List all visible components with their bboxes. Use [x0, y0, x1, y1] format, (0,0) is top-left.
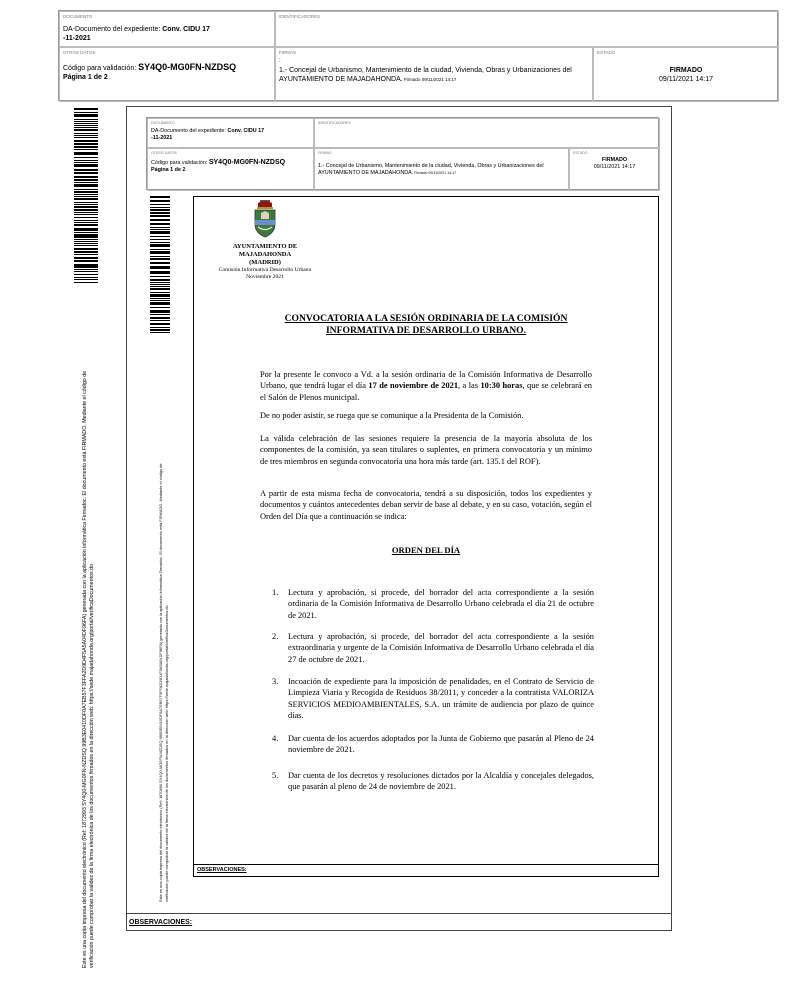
barcode-bar [150, 259, 170, 260]
document-value: DA-Documento del expediente: Conv. CIDU 17 -11-2021 [63, 26, 210, 42]
signatures-cell: FIRMAS : 1.- Concejal de Urbanismo, Mantenimiento de la ciudad, Vivienda, Obras y Urbanizaciones del AYUNTAMIENTO DE MAJADAHONDA. Firmado 09/11/2021 14:17 [275, 47, 593, 102]
page-title: CONVOCATORIA A LA SESIÓN ORDINARIA DE LA COMISIÓN INFORMATIVA DE DESARROLLO URBANO. [284, 313, 568, 336]
barcode-bar [74, 224, 98, 225]
status-value: FIRMADO 09/11/2021 14:17 [659, 67, 713, 83]
outer-barcode [74, 108, 98, 283]
barcode-bar [150, 236, 170, 237]
barcode-bar [74, 279, 98, 280]
barcode-bar [74, 239, 98, 240]
barcode-bar [150, 219, 170, 221]
barcode-bar [150, 267, 170, 269]
barcode-bar [74, 189, 98, 190]
barcode-bar [150, 304, 170, 305]
document-label: DOCUMENTO [63, 14, 93, 19]
barcode-bar [150, 329, 170, 331]
barcode-bar [150, 279, 170, 281]
commission-name: Comisión Informativa Desarrollo Urbano [218, 267, 312, 273]
barcode-bar [74, 137, 98, 138]
barcode-bar [150, 204, 170, 205]
barcode-bar [74, 266, 98, 268]
barcode-bar [74, 140, 98, 142]
barcode-bar [74, 261, 98, 262]
agenda-item: 3. Incoación de expediente para la imposición de penalidades, en el Contrato de Servicio de Limpieza Viaria y Recogida de Residuos 38/2011, y conceder a la contratista VALORIZA SERVICIOS MEDIOAMBIENTALES, S.A. un trámite de audiencia por plazo de quince días. [272, 677, 594, 721]
agenda-item: 1. Lectura y aprobación, si procede, del borrador del acta correspondiente a la sesión ordinaria de la Comisión Informativa de Desarrollo Urbano celebrada el día 21 de octubre de 2021. [272, 588, 594, 620]
paragraph-quorum: La válida celebración de las sesiones requiere la presencia de la mayoría absoluta de los componentes de la comisión, ya sean titulares o suplentes, en primera convocatoria y un mínimo de tres miembros en segunda convocatoria una hora más tarde (art. 135.1 del ROF). [260, 434, 592, 466]
inner-document-value: DA-Documento del expediente: Conv. CIDU 17 -11-2021 [151, 128, 265, 141]
barcode-bar [74, 271, 98, 272]
barcode-bar [74, 133, 98, 134]
barcode-bar [150, 323, 170, 325]
barcode-bar [150, 256, 170, 257]
barcode-bar [74, 202, 98, 203]
barcode-bar [74, 169, 98, 171]
barcode-bar [150, 289, 170, 290]
barcode-bar [74, 112, 98, 113]
agenda-item: 5. Dar cuenta de los decretos y resoluciones dictados por la Alcaldía y concejales delegados, que pasarán al pleno de 24 de noviembre de 2021. [272, 771, 594, 792]
outer-signature-header [58, 10, 778, 101]
barcode-bar [150, 300, 170, 301]
barcode-bar [74, 160, 98, 161]
barcode-bar [74, 108, 98, 110]
barcode-bar [150, 332, 170, 333]
document-cell [59, 11, 275, 47]
barcode-bar [74, 214, 98, 215]
barcode-bar [150, 292, 170, 293]
paragraph-absence: De no poder asistir, se ruega que se comunique a la Presidenta de la Comisión. [260, 411, 524, 420]
outer-observations: OBSERVACIONES: [126, 913, 672, 931]
inner-verification-notice-1: Este es una copia impresa del documento electrónico (Ref: 1870690 SY4Q0-MG0FN-NZDSQ 99B3E0410DF0A7EB57F3FFA2D9D4F5A5A04DF96FA) generada con la aplicación informática Firmadoc. El documento está FIRMADO. Mediante el código de [158, 463, 163, 902]
barcode-bar [74, 149, 98, 150]
inner-signatures-cell: FIRMAS 1.- Concejal de Urbanismo, Mantenimiento de la ciudad, Vivienda, Obras y Urbanizaciones del AYUNTAMIENTO DE MAJADAHONDA. Firmado 09/11/2021 14:17 [314, 148, 569, 191]
coat-of-arms-icon [252, 200, 278, 238]
barcode-bar [150, 284, 170, 285]
barcode-bar [74, 254, 98, 255]
other-data-label: OTROS DATOS [63, 50, 96, 55]
barcode-bar [150, 196, 170, 198]
barcode-bar [74, 157, 98, 158]
barcode-bar [74, 185, 98, 186]
status-label: ESTADO [597, 50, 616, 55]
barcode-bar [150, 229, 170, 230]
inner-status-cell: ESTADO FIRMADO 09/11/2021 14:17 [569, 148, 660, 191]
other-data-cell [59, 47, 275, 102]
agenda-item: 2. Lectura y aprobación, si procede, del borrador del acta correspondiente a la sesión extraordinaria y urgente de la Comisión Informativa de Desarrollo Urbano celebrada el día 27 de octubre de 2021. [272, 632, 594, 664]
barcode-bar [74, 248, 98, 250]
barcode-bar [150, 271, 170, 272]
barcode-bar [74, 194, 98, 195]
barcode-bar [74, 204, 98, 205]
organisation-block [210, 243, 320, 281]
inner-validation-code: Código para validación: SY4Q0-MG0FN-NZDSQ Página 1 de 2 [151, 159, 286, 173]
barcode-bar [74, 121, 98, 122]
barcode-bar [150, 224, 170, 225]
barcode-bar [74, 172, 98, 174]
barcode-bar [150, 320, 170, 321]
org-name-line1: AYUNTAMIENTO DE [232, 243, 298, 250]
barcode-bar [150, 246, 170, 247]
barcode-bar [74, 166, 98, 167]
inner-signature-header [146, 117, 659, 190]
outer-verification-notice-2: verificación puede comprobar la validez de la firma electrónica de los documentos firmados en la dirección web: https://sede.majadahonda.org/portal/verificaDocumentos.do [89, 564, 95, 968]
inner-document-cell: DOCUMENTO DA-Documento del expediente: Conv. CIDU 17 -11-2021 [147, 118, 314, 148]
barcode-bar [74, 146, 98, 148]
identifiers-cell [275, 11, 779, 47]
validation-code: Código para validación: SY4Q0-MG0FN-NZDSQ Página 1 de 2 [63, 62, 237, 81]
signature-text: 1.- Concejal de Urbanismo, Mantenimiento de la ciudad, Vivienda, Obras y Urbanizaciones del AYUNTAMIENTO DE MAJADAHONDA. Firmado 09/11/2021 14:17 [279, 67, 572, 83]
barcode-bar [150, 272, 170, 273]
barcode-bar [150, 239, 170, 240]
barcode-bar [74, 184, 98, 185]
document-month: Noviembre 2021 [246, 274, 284, 280]
barcode-bar [74, 251, 98, 252]
barcode-bar [74, 130, 98, 131]
barcode-bar [150, 286, 170, 287]
inner-status-value: FIRMADO 09/11/2021 14:17 [593, 157, 636, 170]
identifiers-label: IDENTIFICADORES [279, 14, 321, 19]
barcode-bar [150, 276, 170, 277]
inner-verification-notice-2: verificación puede comprobar la validez de la firma electrónica de los documentos firmados en la dirección web: https://sede.majadahonda.org/portal/verificaDocumentos.do [164, 605, 169, 902]
barcode-bar [150, 215, 170, 217]
barcode-bar [74, 222, 98, 223]
signatures-label: FIRMAS [279, 50, 297, 55]
barcode-bar [150, 327, 170, 328]
barcode-bar [74, 245, 98, 246]
barcode-bar [74, 220, 98, 221]
barcode-bar [150, 318, 170, 319]
status-cell [593, 47, 779, 102]
barcode-bar [74, 127, 98, 128]
barcode-bar [74, 116, 98, 117]
barcode-bar [150, 253, 170, 254]
barcode-bar [74, 212, 98, 213]
agenda-item: 4. Dar cuenta de los acuerdos adoptados por la Junta de Gobierno que pasarán al Pleno de 24 noviembre de 2021. [272, 734, 594, 755]
barcode-bar [150, 233, 170, 234]
barcode-bar [74, 274, 98, 275]
barcode-bar [74, 257, 98, 259]
inner-other-data-cell: OTROS DATOS Código para validación: SY4Q0-MG0FN-NZDSQ Página 1 de 2 [147, 148, 314, 191]
barcode-bar [74, 232, 98, 233]
barcode-bar [74, 176, 98, 178]
barcode-bar [74, 277, 98, 278]
paragraph-convocation: Por la presente le convoco a Vd. a la sesión ordinaria de la Comisión Informativa de Desarrollo Urbano, que tendrá lugar el día 17 de noviembre de 2021, a las 10:30 horas, que se celebrará en el Salón de Plenos municipal. [260, 370, 592, 402]
barcode-bar [150, 200, 170, 202]
agenda-title: ORDEN DEL DÍA [391, 545, 461, 555]
inner-observations: OBSERVACIONES: [193, 864, 659, 877]
barcode-bar [74, 196, 98, 197]
barcode-bar [74, 198, 98, 199]
org-name-line3: (MADRID) [249, 259, 281, 266]
barcode-bar [150, 209, 170, 211]
inner-barcode [150, 196, 170, 334]
barcode-bar [150, 314, 170, 315]
barcode-bar [150, 307, 170, 308]
outer-verification-notice-1: Este es una copia impresa del documento electrónico (Ref: 1872993 SY4Q0-MG0FN-NZDSQ 99B3E0410DF0A7EB57F3FFA2D9D4F5A5A04DF96FA) generada con la aplicación informática Firmadoc. El documento está FIRMADO. Mediante el código de [82, 370, 88, 968]
barcode-bar [74, 282, 98, 283]
org-name-line2: MAJADAHONDA [238, 251, 292, 258]
inner-signature-text: 1.- Concejal de Urbanismo, Mantenimiento de la ciudad, Vivienda, Obras y Urbanizaciones del AYUNTAMIENTO DE MAJADAHONDA. Firmado 09/11/2021 14:17 [318, 163, 544, 176]
barcode-bar [74, 179, 98, 180]
barcode-bar [74, 154, 98, 155]
inner-identifiers-cell: IDENTIFICADORES [314, 118, 660, 148]
barcode-bar [74, 217, 98, 218]
barcode-bar [150, 295, 170, 296]
paragraph-documents: A partir de esta misma fecha de convocatoria, tendrá a su disposición, todos los expedientes y documentos y cuántos antecedentes deban servir de base al debate, y en su caso, votación, según el Orden del Día que a continuación se indica: [260, 489, 592, 521]
barcode-bar [150, 262, 170, 264]
barcode-bar [150, 227, 170, 228]
